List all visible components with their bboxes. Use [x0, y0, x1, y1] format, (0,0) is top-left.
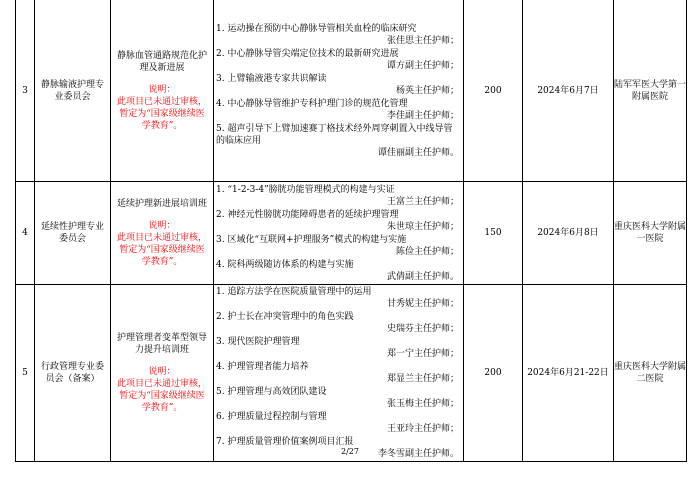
attendee-count: 200	[464, 285, 523, 462]
topic-speaker: 李冬雪副主任护师。	[377, 449, 459, 459]
topic-speaker: 王富兰主任护师；	[386, 196, 459, 207]
topics-cell	[214, 182, 464, 285]
row-number: 3	[16, 0, 35, 182]
project-cell	[111, 182, 214, 285]
topic-item	[216, 361, 461, 385]
topic-item	[216, 98, 461, 122]
topic-title: 5. 护理管理与高效团队建设	[216, 387, 327, 397]
committee-name: 静脉输液护理专业委员会	[35, 0, 111, 182]
topic-title: 6. 护理质量过程控制与管理	[216, 412, 327, 422]
note-line: 此项目已未通过审核，	[116, 233, 207, 243]
topic-item	[216, 73, 461, 97]
review-note	[114, 84, 210, 132]
review-note	[114, 220, 210, 268]
topic-item	[216, 411, 461, 435]
note-line: 此项目已未通过审核，	[116, 96, 207, 107]
training-date: 2024年6月7日	[523, 0, 614, 182]
topic-speaker: 王亚玲主任护师；	[386, 424, 459, 434]
topic-speaker: 张玉梅主任护师；	[386, 399, 459, 409]
topic-title: 1. 追踪方法学在医院质量管理中的运用	[216, 287, 372, 297]
topic-title: 7. 护理质量管理价值案例项目汇报	[216, 437, 354, 447]
topic-speaker: 张佳思主任护师；	[386, 35, 459, 46]
topic-item	[216, 386, 461, 410]
host-organization: 陆军军医大学第一附属医院	[614, 0, 687, 182]
topic-title: 2. 中心静脉导管尖端定位技术的最新研究进展	[216, 48, 399, 59]
topic-speaker: 朱世琼主任护师；	[386, 221, 459, 232]
note-line: 学教育”。	[141, 257, 183, 267]
topic-item	[216, 259, 461, 283]
note-line: 此项目已未通过审核，	[116, 379, 207, 389]
row-number: 5	[16, 285, 35, 462]
note-line: 暂定为“国家级继续医	[119, 108, 205, 119]
topic-title: 4. 护理管理者能力培养	[216, 362, 309, 372]
project-cell	[111, 0, 214, 182]
project-name: 延续护理新进展培训班	[116, 199, 207, 209]
topic-title: 4. 院科两级随访体系的构建与实施	[216, 259, 354, 270]
topics-cell	[214, 285, 464, 462]
committee-name: 行政管理专业委员会（备案）	[35, 285, 111, 462]
topic-item	[216, 311, 461, 335]
attendee-count: 200	[464, 0, 523, 182]
topic-speaker: 武倩副主任护师。	[386, 271, 459, 282]
topic-speaker: 史瑞芬主任护师；	[386, 324, 459, 334]
project-name: 静脉血管通路规范化护理及新进展	[116, 50, 207, 73]
topic-speaker: 甘秀妮主任护师；	[386, 299, 459, 309]
topic-item	[216, 123, 461, 159]
attendee-count: 150	[464, 182, 523, 285]
topics-cell	[214, 0, 464, 182]
topic-item	[216, 23, 461, 47]
topic-speaker: 谭佳丽副主任护师。	[377, 147, 459, 158]
topic-title: 3. 区域化“互联网+护理服务”模式的构建与实施	[216, 234, 407, 245]
note-line: 学教育”。	[141, 403, 183, 413]
topic-title: 5. 超声引导下上臂加速赛丁格技术经外周穿刺置入中线导管的临床应用	[216, 123, 453, 146]
project-cell	[111, 285, 214, 462]
project-name: 护理管理者变革型领导力提升培训班	[116, 333, 207, 355]
topic-title: 2. 神经元性膀胱功能障碍患者的延续护理管理	[216, 209, 399, 220]
topic-item	[216, 184, 461, 208]
topic-item	[216, 48, 461, 72]
topic-speaker: 陈俭主任护师；	[395, 246, 459, 257]
row-number: 4	[16, 182, 35, 285]
table-row	[16, 285, 687, 462]
topic-title: 4. 中心静脉导管维护专科护理门诊的规范化管理	[216, 98, 408, 109]
topic-speaker: 谭方副主任护师；	[386, 60, 459, 71]
note-line: 学教育”。	[141, 120, 183, 131]
topic-title: 3. 上臂输液港专家共识解读	[216, 73, 327, 84]
topic-title: 2. 护士长在冲突管理中的角色实践	[216, 312, 354, 322]
review-note	[114, 366, 210, 414]
topic-item	[216, 336, 461, 360]
training-date: 2024年6月8日	[523, 182, 614, 285]
table-row	[16, 0, 687, 182]
topic-item	[216, 234, 461, 258]
table-row	[16, 182, 687, 285]
topic-title: 1. “1-2-3-4”膀胱功能管理模式的构建与实证	[216, 184, 395, 195]
topic-speaker: 李佳副主任护师；	[386, 110, 459, 121]
topic-item	[216, 209, 461, 233]
note-line: 暂定为“国家级继续医	[119, 391, 205, 401]
note-line: 说明：	[148, 367, 176, 377]
note-line: 说明：	[148, 84, 176, 95]
training-date: 2024年6月21-22日	[523, 285, 614, 462]
topic-speaker: 杨英主任护师；	[395, 85, 459, 96]
note-line: 暂定为“国家级继续医	[119, 245, 205, 255]
topic-title: 1. 运动操在预防中心静脉导管相关血栓的临床研究	[216, 23, 417, 34]
note-line: 说明：	[148, 221, 176, 231]
topic-item	[216, 286, 461, 310]
page-number: 2/27	[341, 447, 359, 456]
topic-speaker: 郑显兰主任护师；	[386, 374, 459, 384]
topic-title: 3. 现代医院护理管理	[216, 337, 300, 347]
host-organization: 重庆医科大学附属二医院	[614, 285, 687, 462]
host-organization: 重庆医科大学附属一医院	[614, 182, 687, 285]
committee-name: 延续性护理专业委员会	[35, 182, 111, 285]
topic-speaker: 郑一宁主任护师；	[386, 349, 459, 359]
training-table	[15, 0, 687, 462]
